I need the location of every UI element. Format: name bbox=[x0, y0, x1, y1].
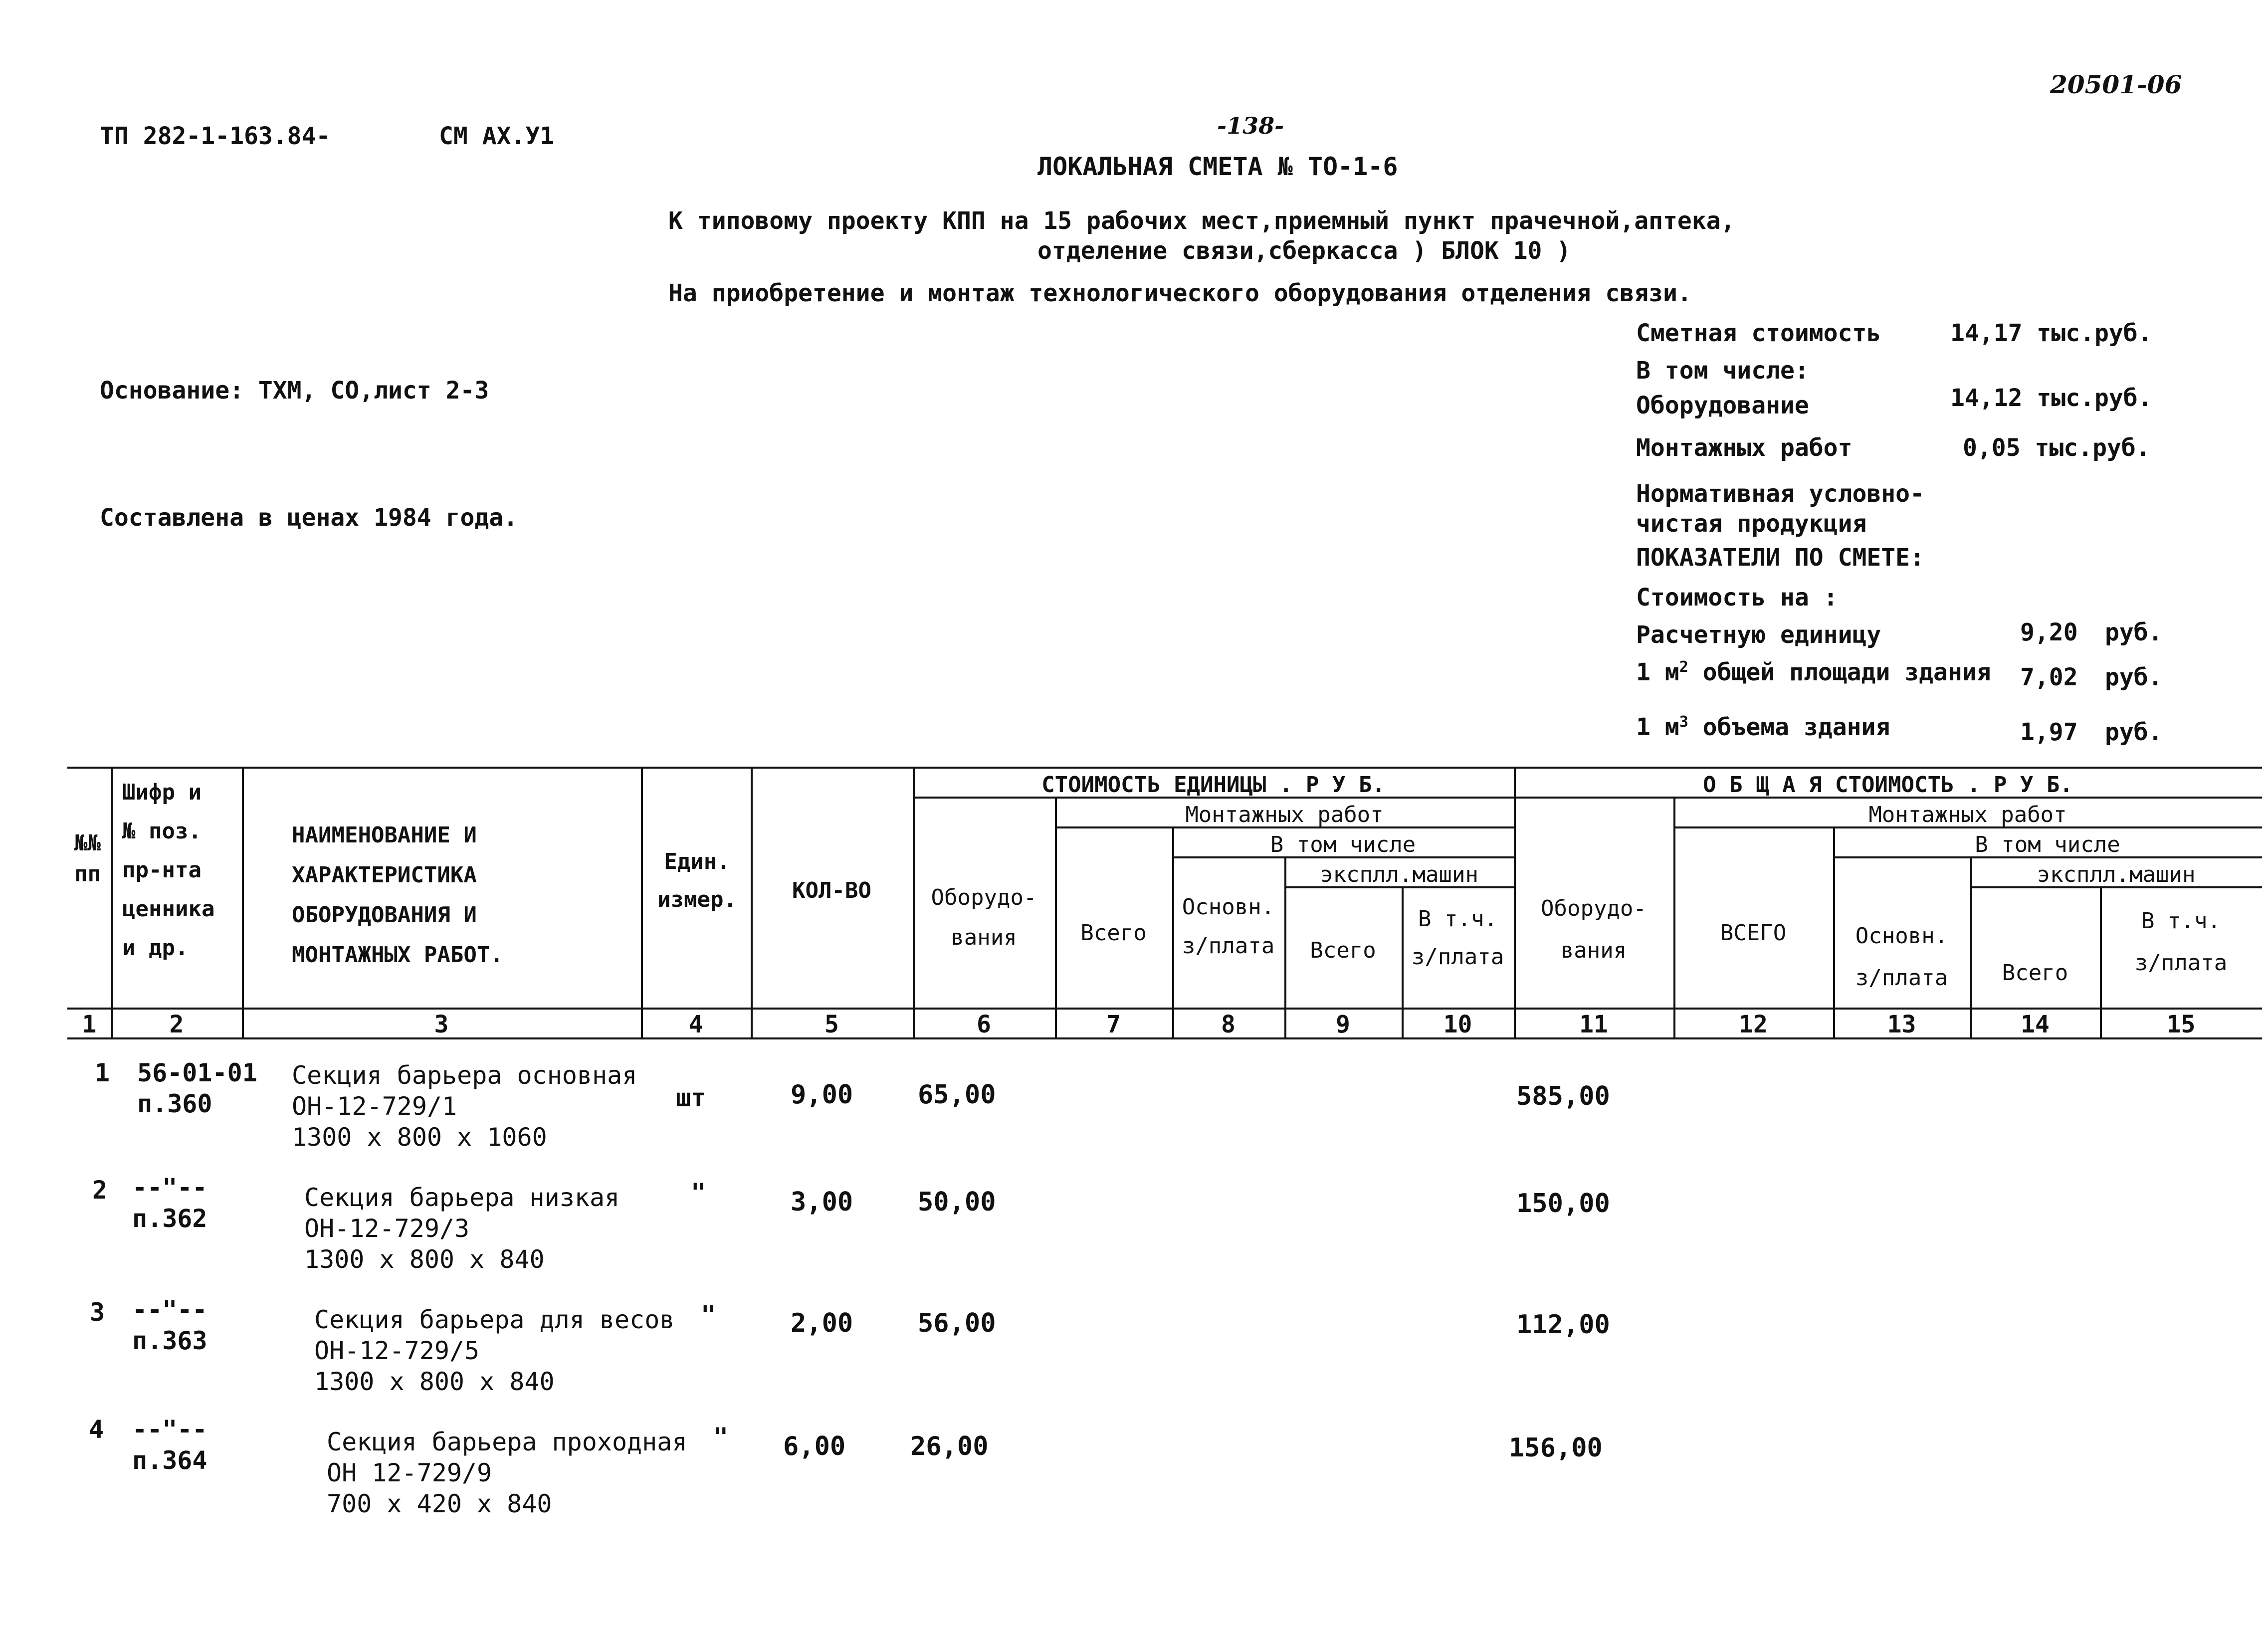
project-code: ТП 282-1-163.84- bbox=[100, 122, 331, 150]
row-unit-equipment: 56,00 bbox=[918, 1308, 996, 1338]
col-number: 5 bbox=[825, 1011, 839, 1038]
area-value: 7,02 bbox=[2020, 663, 2078, 691]
col-header-qty: КОЛ-ВО bbox=[792, 878, 871, 903]
unit-incl-header: В том числе bbox=[1270, 832, 1416, 857]
row-unit: " bbox=[691, 1178, 706, 1207]
subtitle-line1: К типовому проекту КПП на 15 рабочих мест,приемный пункт прачечной,аптека, bbox=[668, 207, 1735, 235]
row-code: --"-- п.364 bbox=[132, 1415, 207, 1475]
unit-value: 9,20 bbox=[2020, 618, 2078, 646]
col-number: 1 bbox=[82, 1011, 97, 1038]
volume-sup: 3 bbox=[1679, 713, 1688, 731]
area-label: общей площади здания bbox=[1702, 658, 1991, 686]
area-sup: 2 bbox=[1679, 658, 1688, 676]
row-no: 2 bbox=[92, 1176, 108, 1205]
total-incl-header: В том числе bbox=[1975, 832, 2120, 857]
normative-label: Нормативная условно- чистая продукция bbox=[1636, 480, 1924, 538]
unit-currency: руб. bbox=[2105, 618, 2163, 646]
row-unit-equipment: 65,00 bbox=[918, 1080, 996, 1110]
col-header-code: Шифр и № поз. пр-нта ценника и др. bbox=[122, 780, 215, 961]
row-name: Секция барьера для весов ОН-12-729/5 1300 х 800 х 840 bbox=[314, 1305, 675, 1396]
row-no: 4 bbox=[89, 1415, 104, 1444]
estimate-cost-label: Сметная стоимость bbox=[1636, 319, 1881, 347]
subtitle-line2: отделение связи,сберкасса ) БЛОК 10 ) bbox=[1037, 237, 1571, 265]
purpose-line: На приобретение и монтаж технологического оборудования отделения связи. bbox=[668, 279, 1692, 307]
total-base-wage-header: Основн. з/плата bbox=[1855, 923, 1948, 991]
row-code: --"-- п.363 bbox=[132, 1295, 207, 1355]
row-total-equipment: 112,00 bbox=[1516, 1310, 1610, 1340]
total-cost-group: О Б Щ А Я СТОИМОСТЬ . Р У Б. bbox=[1703, 772, 2073, 798]
unit-machines-header: эксплл.машин bbox=[1320, 862, 1478, 887]
row-unit-equipment: 26,00 bbox=[910, 1432, 989, 1461]
col-number: 14 bbox=[2021, 1011, 2050, 1038]
row-name: Секция барьера проходная ОН 12-729/9 700 х 420 х 840 bbox=[327, 1428, 687, 1518]
row-name: Секция барьера основная ОН-12-729/1 1300 х 800 х 1060 bbox=[292, 1061, 637, 1152]
row-code: 56-01-01 п.360 bbox=[137, 1058, 257, 1118]
page-number: -138- bbox=[1217, 112, 1284, 139]
total-machines-header: эксплл.машин bbox=[2037, 862, 2196, 887]
total-install-total-header: ВСЕГО bbox=[1720, 920, 1787, 946]
total-equipment-header: Оборудо- вания bbox=[1541, 896, 1647, 963]
area-currency: руб. bbox=[2105, 663, 2163, 691]
col-number: 3 bbox=[434, 1011, 449, 1038]
row-no: 1 bbox=[95, 1058, 110, 1087]
unit-machines-wage-header: В т.ч. з/плата bbox=[1411, 906, 1504, 970]
installation-value: 0,05 тыс.руб. bbox=[1963, 434, 2150, 462]
volume-row bbox=[1636, 713, 1890, 741]
col-header-name: НАИМЕНОВАНИЕ И ХАРАКТЕРИСТИКА ОБОРУДОВАНИЯ И МОНТАЖНЫХ РАБОТ. bbox=[292, 822, 503, 968]
basis-line: Основание: ТХМ, СО,лист 2-3 bbox=[100, 377, 489, 405]
unit-cost-group: СТОИМОСТЬ ЕДИНИЦЫ . Р У Б. bbox=[1041, 772, 1385, 798]
col-number: 9 bbox=[1336, 1011, 1350, 1038]
col-number: 12 bbox=[1739, 1011, 1768, 1038]
col-header-unit: Един. измер. bbox=[657, 849, 737, 912]
equipment-label: Оборудование bbox=[1636, 392, 1809, 419]
unit-label: Расчетную единицу bbox=[1636, 621, 1881, 649]
col-number: 13 bbox=[1887, 1011, 1916, 1038]
corner-number: 20501-06 bbox=[2050, 70, 2182, 99]
row-unit-equipment: 50,00 bbox=[918, 1187, 996, 1217]
row-no: 3 bbox=[90, 1298, 105, 1327]
col-header-no: №№ пп bbox=[74, 830, 101, 887]
col-number: 2 bbox=[169, 1011, 184, 1038]
unit-install-total-header: Всего bbox=[1080, 920, 1147, 946]
total-machines-wage-header: В т.ч. з/плата bbox=[2134, 908, 2228, 976]
total-install-header: Монтажных работ bbox=[1868, 802, 2067, 827]
row-total-equipment: 156,00 bbox=[1509, 1433, 1603, 1463]
row-qty: 6,00 bbox=[783, 1432, 846, 1461]
album-code: СМ АХ.У1 bbox=[439, 122, 555, 150]
equipment-value: 14,12 тыс.руб. bbox=[1950, 384, 2152, 412]
row-qty: 9,00 bbox=[791, 1080, 853, 1110]
row-name: Секция барьера низкая ОН-12-729/3 1300 х 800 х 840 bbox=[304, 1183, 620, 1274]
row-unit: " bbox=[701, 1300, 716, 1329]
row-unit: " bbox=[713, 1423, 729, 1451]
col-number: 8 bbox=[1221, 1011, 1236, 1038]
col-number: 11 bbox=[1579, 1011, 1608, 1038]
estimate-cost-value: 14,17 тыс.руб. bbox=[1950, 319, 2152, 347]
prices-line: Составлена в ценах 1984 года. bbox=[100, 504, 518, 532]
document-title: ЛОКАЛЬНАЯ СМЕТА № ТО-1-6 bbox=[1037, 152, 1398, 181]
area-row bbox=[1636, 658, 1991, 686]
row-code: --"-- п.362 bbox=[132, 1173, 207, 1233]
installation-label: Монтажных работ bbox=[1636, 434, 1853, 462]
area-prefix: 1 м bbox=[1636, 658, 1679, 686]
col-number: 4 bbox=[688, 1011, 703, 1038]
indicators-label: ПОКАЗАТЕЛИ ПО СМЕТЕ: bbox=[1636, 544, 1924, 572]
col-number: 15 bbox=[2166, 1011, 2196, 1038]
row-qty: 3,00 bbox=[791, 1187, 853, 1217]
volume-label: объема здания bbox=[1702, 713, 1890, 741]
col-number: 6 bbox=[977, 1011, 991, 1038]
row-total-equipment: 585,00 bbox=[1516, 1081, 1610, 1111]
total-machines-total-header: Всего bbox=[2002, 960, 2068, 986]
row-qty: 2,00 bbox=[791, 1308, 853, 1338]
unit-base-wage-header: Основн. з/плата bbox=[1182, 894, 1275, 959]
cost-per-label: Стоимость на : bbox=[1636, 584, 1838, 612]
unit-install-header: Монтажных работ bbox=[1185, 802, 1384, 827]
row-unit: шт bbox=[676, 1083, 706, 1112]
unit-equipment-header: Оборудо- вания bbox=[931, 885, 1037, 950]
volume-prefix: 1 м bbox=[1636, 713, 1679, 741]
row-total-equipment: 150,00 bbox=[1516, 1189, 1610, 1219]
col-number: 10 bbox=[1443, 1011, 1472, 1038]
unit-machines-total-header: Всего bbox=[1310, 938, 1376, 963]
col-number: 7 bbox=[1106, 1011, 1121, 1038]
volume-value: 1,97 bbox=[2020, 718, 2078, 746]
volume-currency: руб. bbox=[2105, 718, 2163, 746]
including-label: В том числе: bbox=[1636, 357, 1809, 385]
